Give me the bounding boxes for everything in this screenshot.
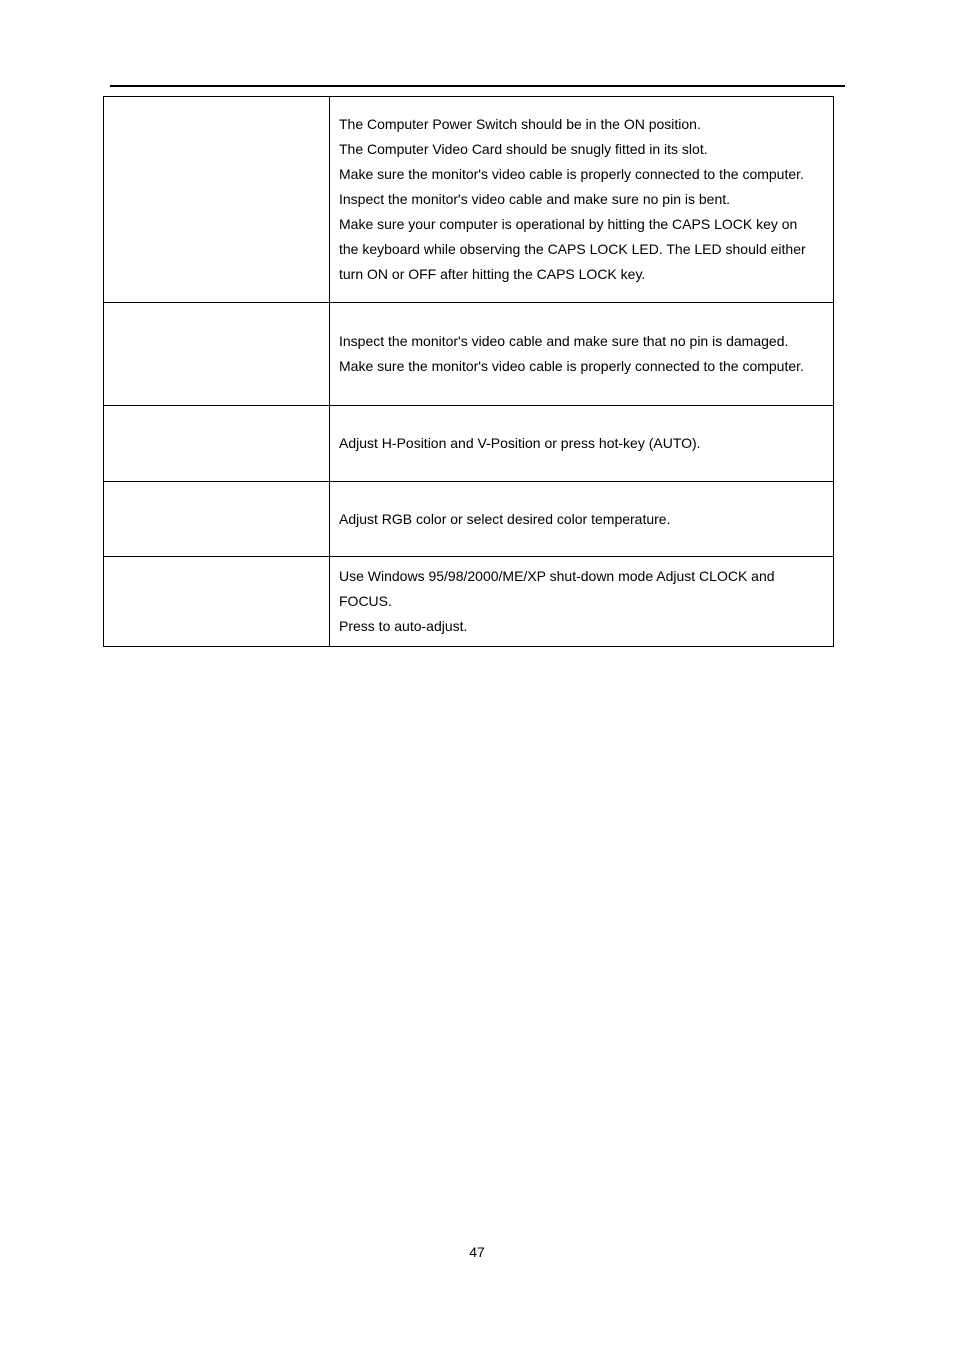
solution-line: Make sure the monitor's video cable is properly connected to the computer. [339,166,804,182]
solution-line: turn ON or OFF after hitting the CAPS LOCK key. [339,266,646,282]
solution-cell [330,406,834,482]
solution-line: Adjust RGB color or select desired color temperature. [339,510,671,527]
problem-cell [104,406,330,482]
solution-cell [330,482,834,557]
header-rule [110,85,845,87]
solution-line: Inspect the monitor's video cable and make sure no pin is bent. [339,191,731,207]
solution-line: The Computer Video Card should be snugly fitted in its slot. [339,141,708,157]
table-row [104,303,834,406]
problem-cell [104,557,330,647]
troubleshooting-table [103,96,834,647]
table-row [104,557,834,647]
solution-cell [330,97,834,303]
solution-line: Make sure your computer is operational by hitting the CAPS LOCK key on [339,216,798,232]
solution-line: Make sure the monitor's video cable is properly connected to the computer. [339,358,804,374]
solution-cell [330,557,834,647]
problem-cell [104,97,330,303]
table-row [104,406,834,482]
solution-cell [330,303,834,406]
problem-cell [104,303,330,406]
solution-line: The Computer Power Switch should be in the ON position. [339,116,701,132]
solution-line: FOCUS. [339,593,392,609]
solution-line: Inspect the monitor's video cable and make sure that no pin is damaged. [339,333,789,349]
page-number: 47 [469,1244,485,1260]
problem-cell [104,482,330,557]
solution-line: Press to auto-adjust. [339,618,468,634]
solution-line: Adjust H-Position and V-Position or press hot-key (AUTO). [339,435,701,451]
table-row [104,482,834,557]
solution-line: Use Windows 95/98/2000/ME/XP shut-down mode Adjust CLOCK and [339,568,775,584]
solution-line: the keyboard while observing the CAPS LOCK LED. The LED should either [339,241,806,257]
table-row [104,97,834,303]
